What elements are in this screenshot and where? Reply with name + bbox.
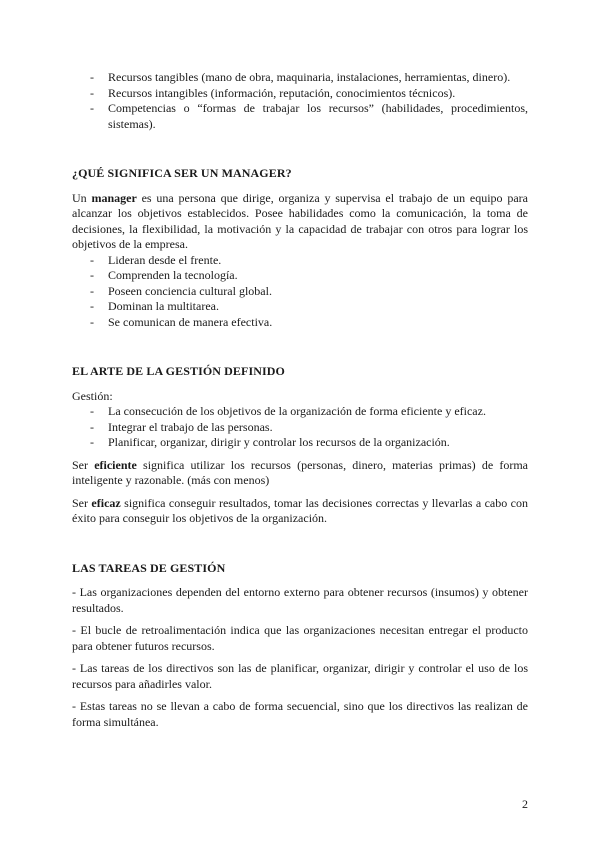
management-definition-list xyxy=(72,404,528,451)
tasks-paragraph: - Las tareas de los directivos son las de planificar, organizar, dirigir y controlar el uso de los recursos para añadirles valor. xyxy=(72,661,528,691)
list-item xyxy=(72,404,528,420)
list-item-text: Integrar el trabajo de las personas. xyxy=(108,419,273,434)
list-dash: - xyxy=(90,252,94,267)
list-item-text: Lideran desde el frente. xyxy=(108,252,222,267)
text-run: significa conseguir resultados, tomar las decisiones correctas y llevarlas a cabo con éxito para conseguir los objetivos de la organización. xyxy=(72,495,528,525)
resources-list xyxy=(72,70,528,132)
bold-term: eficaz xyxy=(91,495,121,510)
list-item-text: Se comunican de manera efectiva. xyxy=(108,314,273,329)
list-item xyxy=(72,420,528,436)
bold-term: manager xyxy=(91,190,137,205)
list-item xyxy=(72,315,528,331)
list-item-text: Dominan la multitarea. xyxy=(108,299,219,313)
list-dash: - xyxy=(90,314,94,329)
manager-paragraph xyxy=(72,191,528,253)
section-heading-manager: ¿QUÉ SIGNIFICA SER UN MANAGER? xyxy=(72,166,292,180)
efficient-paragraph xyxy=(72,458,528,489)
list-item xyxy=(72,284,528,300)
list-item-text: Recursos intangibles (información, reputación, conocimientos técnicos). xyxy=(108,85,456,100)
section-heading-tasks: LAS TAREAS DE GESTIÓN xyxy=(72,560,226,575)
list-item-text: Comprenden la tecnología. xyxy=(108,268,238,282)
list-dash: - xyxy=(90,85,94,100)
list-item xyxy=(72,299,528,315)
page-number: 2 xyxy=(522,797,528,811)
list-dash: - xyxy=(90,419,94,434)
list-item-text: Planificar, organizar, dirigir y controlar los recursos de la organización. xyxy=(108,435,450,449)
tasks-paragraph: - Las organizaciones dependen del entorno externo para obtener recursos (insumos) y obtener resultados. xyxy=(72,585,528,615)
text-run: Ser xyxy=(72,457,95,472)
text-run: Ser xyxy=(72,495,92,510)
list-dash: - xyxy=(90,268,94,282)
list-dash: - xyxy=(90,70,94,84)
list-dash: - xyxy=(90,404,94,418)
tasks-paragraph: - El bucle de retroalimentación indica que las organizaciones necesitan entregar el producto para obtener futuros recursos. xyxy=(72,623,528,653)
bold-term: eficiente xyxy=(94,457,137,472)
document-page xyxy=(72,70,528,730)
list-item-text: Poseen conciencia cultural global. xyxy=(108,283,272,298)
management-label: Gestión: xyxy=(72,388,113,403)
list-item xyxy=(72,268,528,284)
text-run: Un xyxy=(72,190,92,205)
manager-traits-list xyxy=(72,253,528,331)
list-item-text: La consecución de los objetivos de la organización de forma eficiente y eficaz. xyxy=(108,404,486,418)
list-dash: - xyxy=(90,283,94,298)
list-dash: - xyxy=(90,435,94,449)
list-item-text: Recursos tangibles (mano de obra, maquinaria, instalaciones, herramientas, dinero). xyxy=(108,70,511,84)
list-item xyxy=(72,86,528,102)
list-item xyxy=(72,70,528,86)
tasks-paragraph: - Estas tareas no se llevan a cabo de forma secuencial, sino que los directivos las realizan de forma simultánea. xyxy=(72,699,528,729)
list-dash: - xyxy=(90,299,94,313)
list-dash: - xyxy=(90,101,94,115)
effective-paragraph xyxy=(72,496,528,527)
text-run: es una persona que dirige, organiza y supervisa el trabajo de un equipo para alcanzar los objetivos establecidos. Posee habilidades como la comunicación, la toma de decisiones, la flexibilidad, la motivación y la capacidad de trabajar con otros para lograr los objetivos de la empresa. xyxy=(72,190,528,251)
list-item xyxy=(72,253,528,269)
list-item xyxy=(72,435,528,451)
list-item xyxy=(72,101,528,132)
list-item-text: Competencias o “formas de trabajar los recursos” (habilidades, procedimientos, sistemas). xyxy=(108,101,528,131)
text-run: significa utilizar los recursos (personas, dinero, materias primas) de forma inteligente y razonable. (más con menos) xyxy=(72,457,529,487)
section-heading-management-art: EL ARTE DE LA GESTIÓN DEFINIDO xyxy=(72,364,285,378)
